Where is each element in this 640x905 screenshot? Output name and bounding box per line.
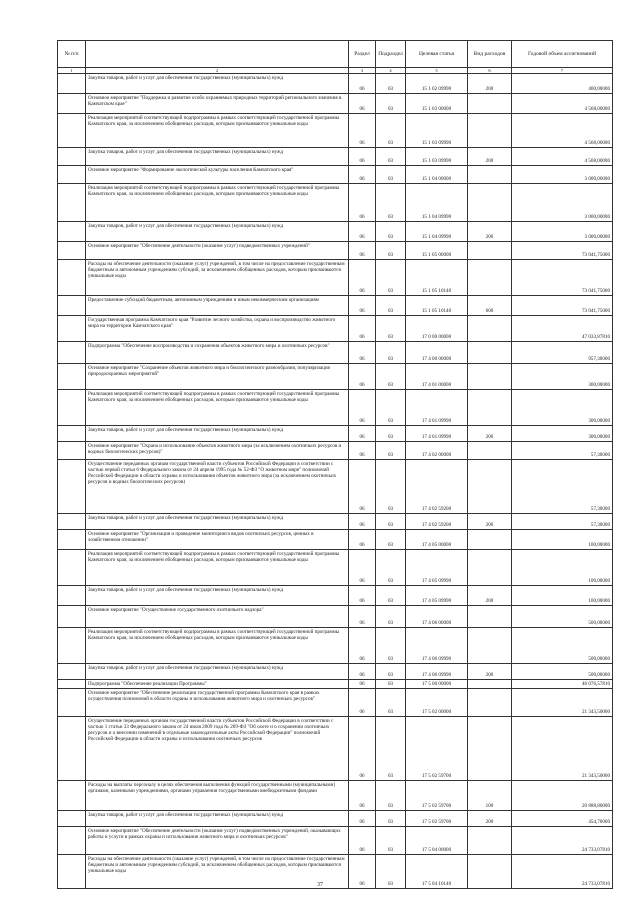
row-number-cell <box>58 74 86 94</box>
row-number-cell <box>58 606 86 628</box>
row-number-cell <box>58 530 86 550</box>
row-number-cell <box>58 442 86 460</box>
row-amount-cell: 73 041,75000 <box>512 296 613 316</box>
row-target-cell: 15 1 04 09990 <box>406 184 468 222</box>
row-number-cell <box>58 781 86 811</box>
row-name-cell: Реализация мероприятий соответствующей подпрограммы в рамках соответствующей государственной программы Камчатского края, за исключением обобщенных расходов, которым присваиваются уникальные коды <box>86 628 349 664</box>
row-amount-cell: 4 568,00000 <box>512 114 613 148</box>
row-amount-cell: 47 033,87810 <box>512 316 613 342</box>
table-row <box>58 514 613 530</box>
row-subsection-cell: 03 <box>376 114 406 148</box>
row-section-cell: 06 <box>349 514 376 530</box>
row-name-cell: Основное мероприятие "Организация и проведение мониторинга видов охотничьих ресурсов, ценных в хозяйственном отношении" <box>86 530 349 550</box>
row-subsection-cell: 03 <box>376 148 406 166</box>
table-row <box>58 390 613 426</box>
col-header-amount: Годовой объем ассигнований <box>512 41 613 68</box>
table-row <box>58 114 613 148</box>
row-number-cell <box>58 148 86 166</box>
row-section-cell: 06 <box>349 364 376 390</box>
table-row <box>58 717 613 781</box>
row-section-cell: 06 <box>349 342 376 364</box>
row-name-cell: Предоставление субсидий бюджетным, автономным учреждениям и иным некоммерческим организациям <box>86 296 349 316</box>
row-amount-cell: 3 000,00000 <box>512 184 613 222</box>
row-section-cell: 06 <box>349 148 376 166</box>
row-subsection-cell: 03 <box>376 242 406 260</box>
page-number: 37 <box>317 882 323 888</box>
row-number-cell <box>58 460 86 514</box>
row-subsection-cell: 03 <box>376 781 406 811</box>
table-row <box>58 664 613 680</box>
table-row <box>58 628 613 664</box>
row-target-cell: 17 4 05 09990 <box>406 550 468 586</box>
row-name-cell: Основное мероприятие "Охрана и использование объектов животного мира (за исключением охотничьих ресурсов и водных биологических ресурсов)" <box>86 442 349 460</box>
table-header-row <box>58 41 613 68</box>
row-number-cell <box>58 426 86 442</box>
row-number-cell <box>58 390 86 426</box>
row-amount-cell: 24 733,07810 <box>512 827 613 855</box>
row-exptype-cell: 200 <box>468 426 512 442</box>
row-section-cell: 06 <box>349 426 376 442</box>
table-row <box>58 166 613 184</box>
row-number-cell <box>58 514 86 530</box>
row-name-cell: Расходы на обеспечение деятельности (оказание услуг) учреждений, в том числе на предоставление государственным бюджетным и автономным учреждениям субсидий, за исключением обобщенных расходов, которым присваиваются уникальные коды <box>86 855 349 889</box>
row-amount-cell: 46 076,57810 <box>512 680 613 689</box>
row-subsection-cell: 03 <box>376 316 406 342</box>
budget-table-page <box>57 40 612 889</box>
table-row <box>58 296 613 316</box>
row-name-cell: Закупка товаров, работ и услуг для обеспечения государственных (муниципальных) нужд <box>86 586 349 606</box>
row-exptype-cell <box>468 550 512 586</box>
row-target-cell: 17 5 02 59700 <box>406 811 468 827</box>
row-subsection-cell: 03 <box>376 364 406 390</box>
row-subsection-cell: 03 <box>376 166 406 184</box>
row-target-cell: 17 5 00 00000 <box>406 680 468 689</box>
col-number: 6 <box>468 68 512 74</box>
row-amount-cell: 100,00000 <box>512 586 613 606</box>
row-name-cell: Основное мероприятие "Обеспечение деятельности (оказание услуг) подведомственных учреждений, оказывающих работы и услуги в рамках охраны и использования животного мира и охотничьих ресурсов" <box>86 827 349 855</box>
row-amount-cell: 57,30000 <box>512 460 613 514</box>
row-name-cell: Закупка товаров, работ и услуг для обеспечения государственных (муниципальных) нужд <box>86 222 349 242</box>
row-amount-cell: 100,00000 <box>512 550 613 586</box>
table-row <box>58 442 613 460</box>
row-target-cell: 15 1 03 00000 <box>406 94 468 114</box>
col-header-target: Целевая статья <box>406 41 468 68</box>
col-header-section: Раздел <box>349 41 376 68</box>
row-target-cell: 15 1 03 09990 <box>406 148 468 166</box>
col-header-no: № п/п <box>58 41 86 68</box>
row-target-cell: 17 4 02 59200 <box>406 514 468 530</box>
row-name-cell: Основное мероприятие "Осуществление государственного охотничьего надзора" <box>86 606 349 628</box>
row-exptype-cell <box>468 717 512 781</box>
budget-table <box>57 40 613 889</box>
row-number-cell <box>58 166 86 184</box>
row-section-cell: 06 <box>349 296 376 316</box>
row-subsection-cell: 03 <box>376 222 406 242</box>
row-subsection-cell: 03 <box>376 460 406 514</box>
row-subsection-cell: 03 <box>376 260 406 296</box>
row-target-cell: 17 5 04 10140 <box>406 855 468 889</box>
row-amount-cell: 500,00000 <box>512 606 613 628</box>
row-subsection-cell: 03 <box>376 811 406 827</box>
row-name-cell: Закупка товаров, работ и услуг для обеспечения государственных (муниципальных) нужд <box>86 74 349 94</box>
row-exptype-cell: 100 <box>468 781 512 811</box>
row-exptype-cell <box>468 680 512 689</box>
row-section-cell: 06 <box>349 664 376 680</box>
table-row <box>58 342 613 364</box>
row-target-cell: 17 5 02 00000 <box>406 689 468 717</box>
table-row <box>58 316 613 342</box>
row-number-cell <box>58 628 86 664</box>
row-amount-cell: 100,00000 <box>512 530 613 550</box>
row-exptype-cell: 200 <box>468 222 512 242</box>
row-section-cell: 06 <box>349 530 376 550</box>
table-row <box>58 364 613 390</box>
row-number-cell <box>58 184 86 222</box>
row-exptype-cell <box>468 114 512 148</box>
row-section-cell: 06 <box>349 184 376 222</box>
row-subsection-cell: 03 <box>376 606 406 628</box>
row-subsection-cell: 03 <box>376 586 406 606</box>
table-row <box>58 680 613 689</box>
row-target-cell: 17 5 04 00000 <box>406 827 468 855</box>
row-exptype-cell <box>468 184 512 222</box>
row-subsection-cell: 03 <box>376 550 406 586</box>
row-amount-cell: 73 041,75000 <box>512 242 613 260</box>
row-amount-cell: 3 000,00000 <box>512 222 613 242</box>
row-number-cell <box>58 664 86 680</box>
row-target-cell: 17 4 05 00000 <box>406 530 468 550</box>
row-name-cell: Основное мероприятие "Формирование экологической культуры населения Камчатского края" <box>86 166 349 184</box>
row-amount-cell: 500,00000 <box>512 664 613 680</box>
col-number: 3 <box>349 68 376 74</box>
table-row <box>58 781 613 811</box>
row-number-cell <box>58 586 86 606</box>
row-subsection-cell: 03 <box>376 296 406 316</box>
row-amount-cell: 400,00000 <box>512 74 613 94</box>
table-row <box>58 606 613 628</box>
table-row <box>58 827 613 855</box>
row-target-cell: 17 4 02 00000 <box>406 442 468 460</box>
row-amount-cell: 24 733,07810 <box>512 855 613 889</box>
row-exptype-cell <box>468 628 512 664</box>
col-header-exptype: Вид расходов <box>468 41 512 68</box>
row-exptype-cell: 200 <box>468 664 512 680</box>
row-subsection-cell: 03 <box>376 855 406 889</box>
row-number-cell <box>58 689 86 717</box>
row-section-cell: 06 <box>349 114 376 148</box>
table-row <box>58 586 613 606</box>
row-subsection-cell: 03 <box>376 628 406 664</box>
row-target-cell: 15 1 03 09990 <box>406 114 468 148</box>
row-section-cell: 06 <box>349 260 376 296</box>
table-row <box>58 460 613 514</box>
row-number-cell <box>58 811 86 827</box>
row-amount-cell: 500,00000 <box>512 628 613 664</box>
row-subsection-cell: 03 <box>376 530 406 550</box>
row-amount-cell: 300,00000 <box>512 426 613 442</box>
col-number: 7 <box>512 68 613 74</box>
row-number-cell <box>58 114 86 148</box>
row-exptype-cell: 200 <box>468 148 512 166</box>
row-target-cell: 17 4 01 09990 <box>406 390 468 426</box>
row-subsection-cell: 03 <box>376 514 406 530</box>
row-number-cell <box>58 827 86 855</box>
row-name-cell: Реализация мероприятий соответствующей подпрограммы в рамках соответствующей государственной программы Камчатского края, за исключением обобщенных расходов, которым присваиваются уникальные коды <box>86 550 349 586</box>
row-target-cell: 17 5 02 59700 <box>406 781 468 811</box>
row-number-cell <box>58 296 86 316</box>
row-target-cell: 17 4 06 09990 <box>406 664 468 680</box>
row-section-cell: 06 <box>349 94 376 114</box>
row-number-cell <box>58 222 86 242</box>
row-exptype-cell <box>468 364 512 390</box>
row-number-cell <box>58 855 86 889</box>
row-target-cell: 17 5 02 59700 <box>406 717 468 781</box>
row-exptype-cell <box>468 606 512 628</box>
row-name-cell: Реализация мероприятий соответствующей подпрограммы в рамках соответствующей государственной программы Камчатского края, за исключением обобщенных расходов, которым присваиваются уникальные коды <box>86 114 349 148</box>
row-section-cell: 06 <box>349 855 376 889</box>
table-row <box>58 550 613 586</box>
row-name-cell: Осуществление переданных органам государственной власти субъектов Российской Федерации в соответствии с частью 1 статьи 33 Федерального закона от 24 июля 2009 года № 209-ФЗ "Об охоте и о сохранении охотничьих ресурсов и о внесении изменений в отдельные законодательные акты Российской Федерации" полномочий Российской Федерации в области охраны и использования охотничьих ресурсов <box>86 717 349 781</box>
row-target-cell: 15 1 05 10140 <box>406 260 468 296</box>
table-row <box>58 530 613 550</box>
col-number: 2 <box>86 68 349 74</box>
row-subsection-cell: 03 <box>376 680 406 689</box>
row-name-cell: Реализация мероприятий соответствующей подпрограммы в рамках соответствующей государственной программы Камчатского края, за исключением обобщенных расходов, которым присваиваются уникальные коды <box>86 184 349 222</box>
row-amount-cell: 4 568,00000 <box>512 148 613 166</box>
row-name-cell: Закупка товаров, работ и услуг для обеспечения государственных (муниципальных) нужд <box>86 426 349 442</box>
row-exptype-cell <box>468 827 512 855</box>
row-number-cell <box>58 316 86 342</box>
row-section-cell: 06 <box>349 689 376 717</box>
table-row <box>58 74 613 94</box>
row-target-cell: 15 1 02 09990 <box>406 74 468 94</box>
row-number-cell <box>58 342 86 364</box>
table-row <box>58 811 613 827</box>
row-amount-cell: 4 568,00000 <box>512 94 613 114</box>
row-exptype-cell: 600 <box>468 296 512 316</box>
row-amount-cell: 454,70000 <box>512 811 613 827</box>
row-amount-cell: 73 041,75000 <box>512 260 613 296</box>
row-name-cell: Расходы на выплаты персоналу в целях обеспечения выполнения функций государственными (муниципальными) органами, казенными учреждениями, органами управления государственными внебюджетными фондами <box>86 781 349 811</box>
row-section-cell: 06 <box>349 390 376 426</box>
row-target-cell: 15 1 05 00000 <box>406 242 468 260</box>
row-name-cell: Государственная программа Камчатского края "Развитие лесного хозяйства, охрана и воспроизводство животного мира на территории Камчатского края" <box>86 316 349 342</box>
row-target-cell: 15 1 04 09990 <box>406 222 468 242</box>
row-section-cell: 06 <box>349 586 376 606</box>
row-number-cell <box>58 242 86 260</box>
row-target-cell: 17 4 01 09990 <box>406 426 468 442</box>
row-amount-cell: 957,30000 <box>512 342 613 364</box>
row-subsection-cell: 03 <box>376 390 406 426</box>
row-section-cell: 06 <box>349 781 376 811</box>
row-section-cell: 06 <box>349 166 376 184</box>
col-number: 5 <box>406 68 468 74</box>
row-target-cell: 15 1 04 00000 <box>406 166 468 184</box>
row-section-cell: 06 <box>349 442 376 460</box>
row-name-cell: Закупка товаров, работ и услуг для обеспечения государственных (муниципальных) нужд <box>86 664 349 680</box>
row-name-cell: Закупка товаров, работ и услуг для обеспечения государственных (муниципальных) нужд <box>86 148 349 166</box>
row-subsection-cell: 03 <box>376 717 406 781</box>
table-row <box>58 148 613 166</box>
row-exptype-cell: 200 <box>468 586 512 606</box>
row-target-cell: 17 4 05 09990 <box>406 586 468 606</box>
row-exptype-cell <box>468 166 512 184</box>
row-name-cell: Закупка товаров, работ и услуг для обеспечения государственных (муниципальных) нужд <box>86 811 349 827</box>
row-name-cell: Основное мероприятие "Сохранение объектов животного мира и биологического разнообразия, популяризация природоохранных мероприятий" <box>86 364 349 390</box>
row-amount-cell: 20 888,80000 <box>512 781 613 811</box>
row-exptype-cell <box>468 689 512 717</box>
row-name-cell: Подпрограмма "Обеспечение реализации Программы" <box>86 680 349 689</box>
table-row <box>58 184 613 222</box>
col-number: 1 <box>58 68 86 74</box>
table-row <box>58 689 613 717</box>
row-subsection-cell: 03 <box>376 689 406 717</box>
col-header-subsection: Подраздел <box>376 41 406 68</box>
row-number-cell <box>58 260 86 296</box>
row-target-cell: 15 1 05 10140 <box>406 296 468 316</box>
row-name-cell: Подпрограмма "Обеспечение воспроизводства и сохранения объектов животного мира и охотничьих ресурсов" <box>86 342 349 364</box>
row-subsection-cell: 03 <box>376 442 406 460</box>
table-row <box>58 94 613 114</box>
row-section-cell: 06 <box>349 827 376 855</box>
table-row <box>58 426 613 442</box>
row-number-cell <box>58 550 86 586</box>
row-section-cell: 06 <box>349 606 376 628</box>
row-subsection-cell: 03 <box>376 94 406 114</box>
row-name-cell: Закупка товаров, работ и услуг для обеспечения государственных (муниципальных) нужд <box>86 514 349 530</box>
row-target-cell: 17 4 01 00000 <box>406 364 468 390</box>
row-exptype-cell <box>468 260 512 296</box>
table-row <box>58 260 613 296</box>
row-amount-cell: 300,00000 <box>512 390 613 426</box>
row-exptype-cell <box>468 242 512 260</box>
row-exptype-cell <box>468 316 512 342</box>
row-exptype-cell <box>468 460 512 514</box>
row-amount-cell: 57,30000 <box>512 442 613 460</box>
row-subsection-cell: 03 <box>376 664 406 680</box>
row-subsection-cell: 03 <box>376 74 406 94</box>
row-subsection-cell: 03 <box>376 426 406 442</box>
row-target-cell: 17 0 00 00000 <box>406 316 468 342</box>
row-name-cell: Осуществление переданных органам государственной власти субъектов Российской Федерации в соответствии с частью первой статьи 6 Федерального закона от 24 апреля 1995 года № 52-ФЗ "О животном мире" полномочий Российской Федерации в области охраны и использования объектов животного мира (за исключением охотничьих ресурсов и водных биологических ресурсов) <box>86 460 349 514</box>
row-target-cell: 17 4 00 00000 <box>406 342 468 364</box>
row-number-cell <box>58 717 86 781</box>
row-section-cell: 06 <box>349 222 376 242</box>
row-target-cell: 17 4 06 09990 <box>406 628 468 664</box>
row-target-cell: 17 4 06 00000 <box>406 606 468 628</box>
table-body <box>58 74 613 889</box>
col-header-name <box>86 41 349 68</box>
row-section-cell: 06 <box>349 628 376 664</box>
row-amount-cell: 21 343,50000 <box>512 689 613 717</box>
row-section-cell: 06 <box>349 717 376 781</box>
row-name-cell: Основное мероприятие "Поддержка и развитие особо охраняемых природных территорий регионального значения в Камчатском крае" <box>86 94 349 114</box>
row-amount-cell: 3 000,00000 <box>512 166 613 184</box>
col-number: 4 <box>376 68 406 74</box>
row-amount-cell: 300,00000 <box>512 364 613 390</box>
row-amount-cell: 57,30000 <box>512 514 613 530</box>
row-exptype-cell <box>468 390 512 426</box>
row-exptype-cell <box>468 530 512 550</box>
row-subsection-cell: 03 <box>376 827 406 855</box>
row-section-cell: 06 <box>349 811 376 827</box>
row-section-cell: 06 <box>349 680 376 689</box>
row-section-cell: 06 <box>349 242 376 260</box>
row-exptype-cell <box>468 855 512 889</box>
row-exptype-cell <box>468 94 512 114</box>
row-exptype-cell: 200 <box>468 74 512 94</box>
row-target-cell: 17 4 02 59200 <box>406 460 468 514</box>
row-exptype-cell <box>468 442 512 460</box>
row-subsection-cell: 03 <box>376 342 406 364</box>
row-exptype-cell: 200 <box>468 514 512 530</box>
row-name-cell: Расходы на обеспечение деятельности (оказание услуг) учреждений, в том числе на предоставление государственным бюджетным и автономным учреждениям субсидий, за исключением обобщенных расходов, которым присваиваются уникальные коды <box>86 260 349 296</box>
row-number-cell <box>58 94 86 114</box>
row-exptype-cell: 200 <box>468 811 512 827</box>
row-section-cell: 06 <box>349 74 376 94</box>
row-amount-cell: 21 343,50000 <box>512 717 613 781</box>
row-name-cell: Реализация мероприятий соответствующей подпрограммы в рамках соответствующей государственной программы Камчатского края, за исключением обобщенных расходов, которым присваиваются уникальные коды <box>86 390 349 426</box>
row-number-cell <box>58 364 86 390</box>
row-section-cell: 06 <box>349 550 376 586</box>
row-section-cell: 06 <box>349 316 376 342</box>
row-name-cell: Основное мероприятие "Обеспечение реализации государственной программы Камчатского края в рамках осуществления полномочий в области охраны и использования животного мира и охотничьих ресурсов" <box>86 689 349 717</box>
table-row <box>58 242 613 260</box>
row-number-cell <box>58 680 86 689</box>
table-row <box>58 222 613 242</box>
row-subsection-cell: 03 <box>376 184 406 222</box>
row-section-cell: 06 <box>349 460 376 514</box>
row-exptype-cell <box>468 342 512 364</box>
row-name-cell: Основное мероприятие "Обеспечение деятельности (оказание услуг) подведомственных учреждений" <box>86 242 349 260</box>
